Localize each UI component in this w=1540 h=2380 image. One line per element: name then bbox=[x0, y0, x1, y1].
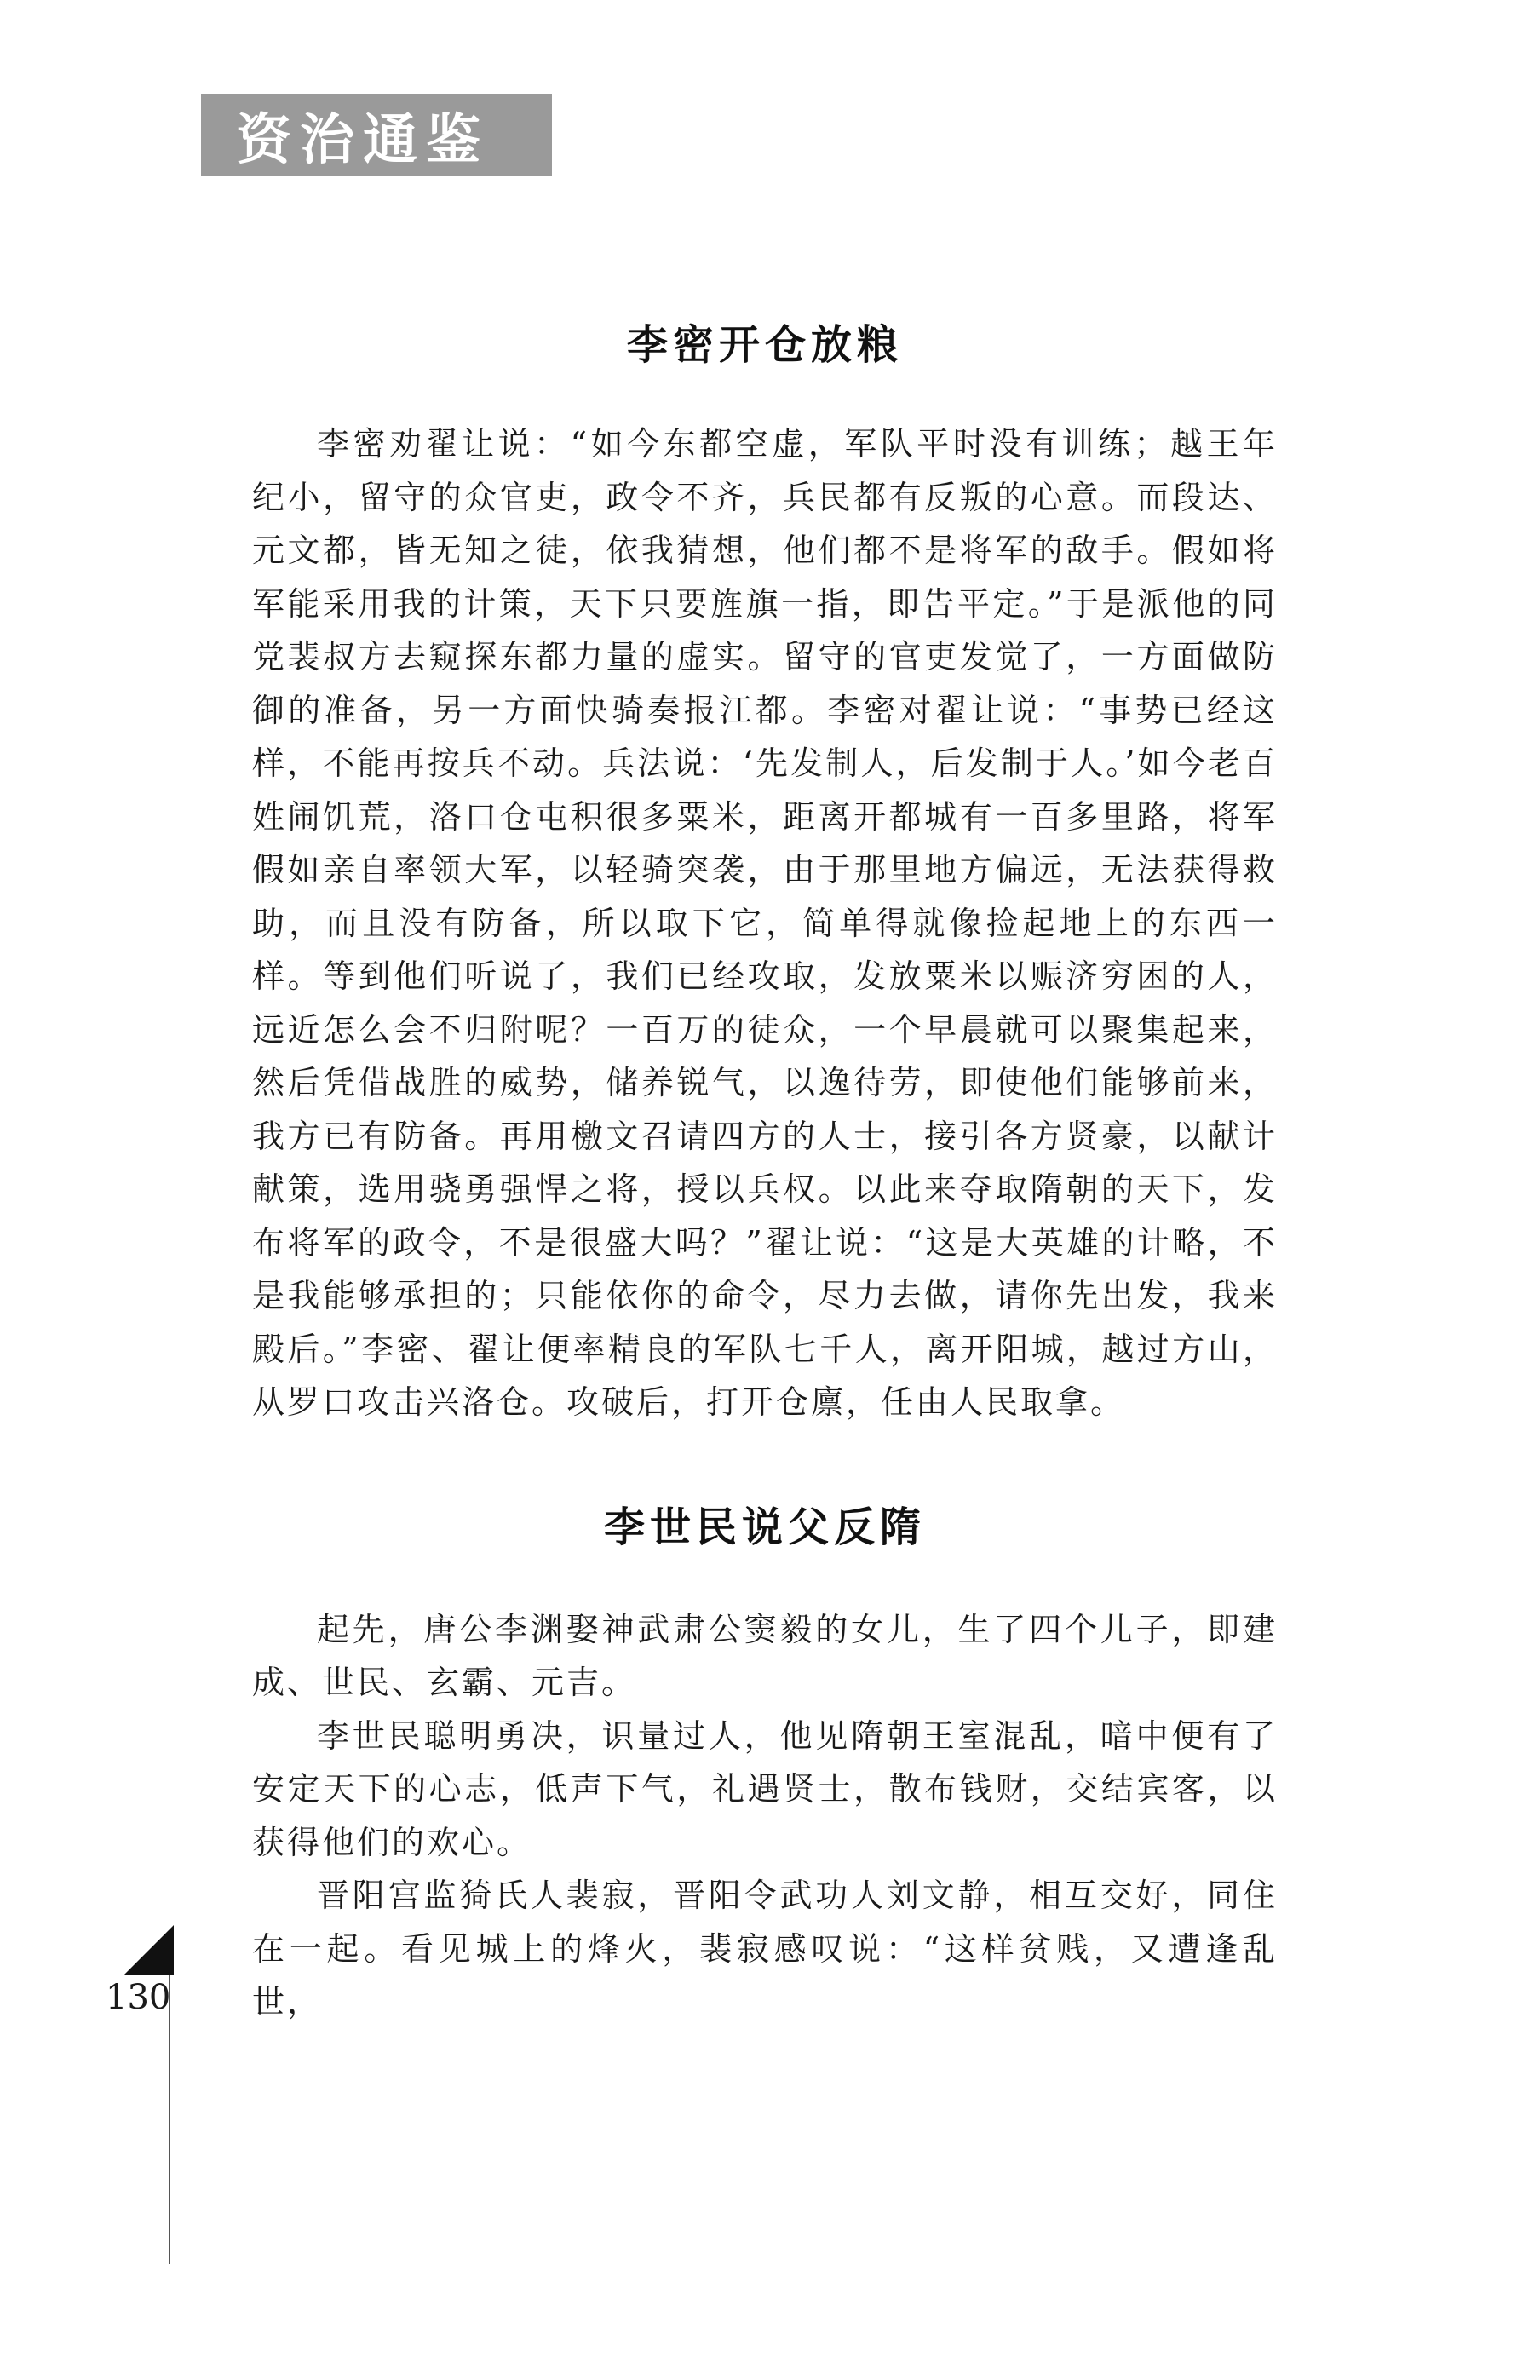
page-corner-triangle bbox=[124, 1925, 174, 1975]
page-number: 130 bbox=[106, 1978, 171, 2017]
page-content bbox=[252, 307, 1278, 2029]
section-title: 李密开仓放粮 bbox=[626, 321, 903, 369]
section-title: 李世民说父反隋 bbox=[603, 1503, 926, 1551]
paragraph: 起先，唐公李渊娶神武肃公窦毅的女儿，生了四个儿子，即建成、世民、玄霸、元吉。 bbox=[252, 1610, 1278, 1701]
paragraph: 李世民聪明勇决，识量过人，他见隋朝王室混乱，暗中便有了安定天下的心志，低声下气，礼遇贤士，散布钱财，交结宾客，以获得他们的欢心。 bbox=[252, 1716, 1278, 1861]
page-margin-rule bbox=[169, 1975, 170, 2264]
paragraph: 李密劝翟让说：“如今东都空虚，军队平时没有训练；越王年纪小，留守的众官吏，政令不齐，兵民都有反叛的心意。而段达、元文都，皆无知之徒，依我猜想，他们都不是将军的敌手。假如将军能采用我的计策，天下只要旌旗一指，即告平定。”于是派他的同党裴叔方去窥探东都力量的虚实。留守的官吏发觉了，一方面做防御的准备，另一方面快骑奏报江都。李密对翟让说：“事势已经这样，不能再按兵不动。兵法说：‘先发制人，后发制于人。’如今老百姓闹饥荒，洛口仓屯积很多粟米，距离开都城有一百多里路，将军假如亲自率领大军，以轻骑突袭，由于那里地方偏远，无法获得救助，而且没有防备，所以取下它，简单得就像捡起地上的东西一样。等到他们听说了，我们已经攻取，发放粟米以赈济穷困的人，远近怎么会不归附呢？一百万的徒众，一个早晨就可以聚集起来，然后凭借战胜的威势，储养锐气，以逸待劳，即使他们能够前来，我方已有防备。再用檄文召请四方的人士，接引各方贤豪，以献计献策，选用骁勇强悍之将，授以兵权。以此来夺取隋朝的天下，发布将军的政令，不是很盛大吗？”翟让说：“这是大英雄的计略，不是我能够承担的；只能依你的命令，尽力去做，请你先出发，我来殿后。”李密、翟让便率精良的军队七千人，离开阳城，越过方山，从罗口攻击兴洛仓。攻破后，打开仓廪，任由人民取拿。 bbox=[252, 425, 1278, 1421]
book-title-banner bbox=[201, 94, 552, 176]
book-title: 资治通鉴 bbox=[237, 108, 489, 172]
paragraph: 晋阳宫监猗氏人裴寂，晋阳令武功人刘文静，相互交好，同住在一起。看见城上的烽火，裴寂感叹说：“这样贫贱，又遭逢乱世， bbox=[252, 1877, 1278, 2021]
